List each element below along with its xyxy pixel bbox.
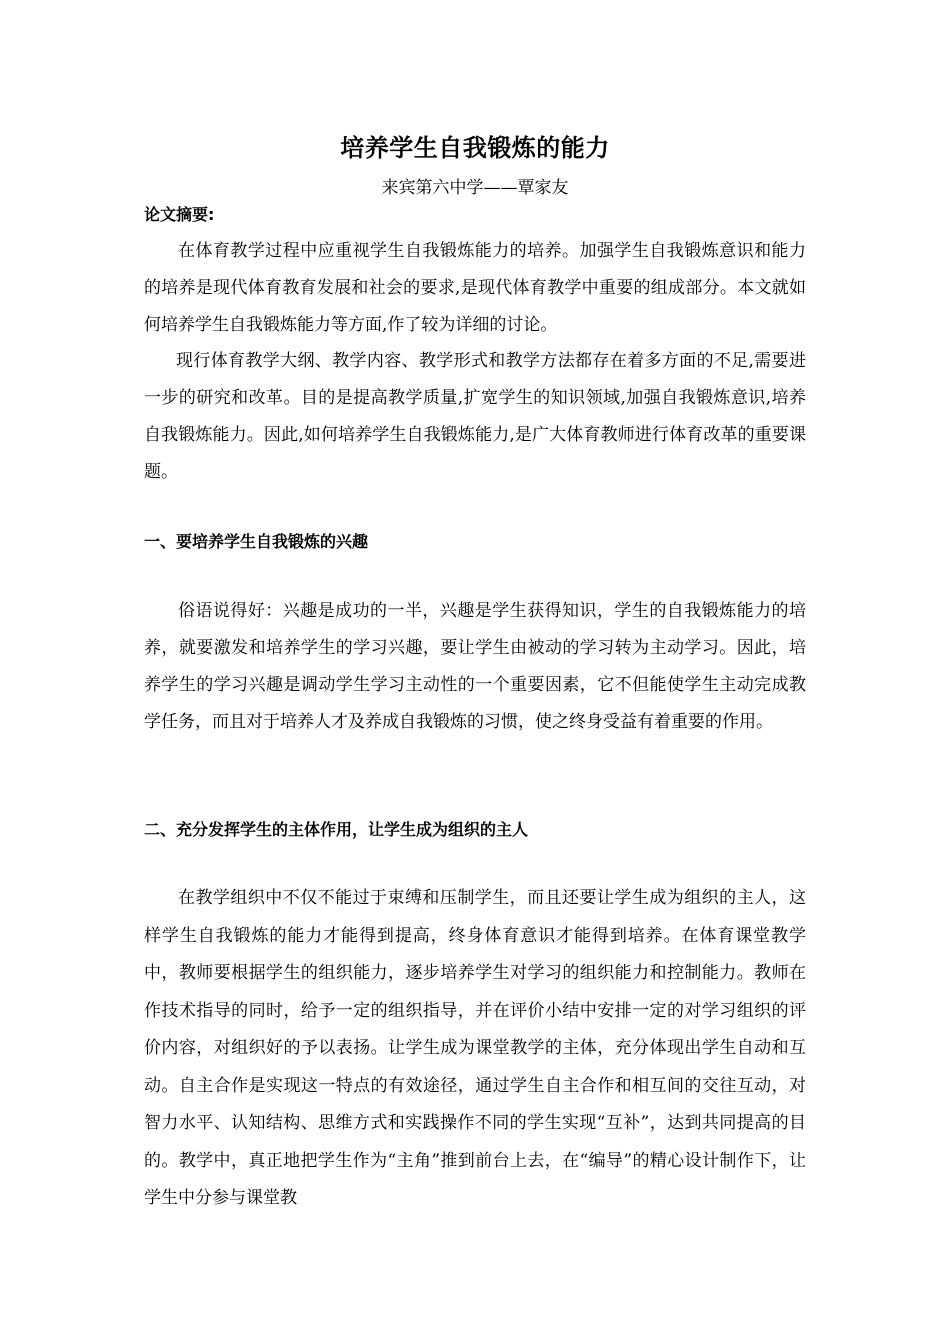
section-body: 在教学组织中不仅不能过于束缚和压制学生，而且还要让学生成为组织的主人，这样学生自我锻炼的能力才能得到提高，终身体育意识才能得到培养。在体育课堂教学中，教师要根据学生的组织能力，逐步培养学生对学习的组织能力和控制能力。教师在作技术指导的同时，给予一定的组织指导，并在评价小结中安排一定的对学习组织的评价内容，对组织好的予以表扬。让学生成为课堂教学的主体，充分体现出学生自动和互动。自主合作是实现这一特点的有效途径，通过学生自主合作和相互间的交往互动，对智力水平、认知结构、思维方式和实践操作不同的学生实现“互补”，达到共同提高的目的。教学中，真正地把学生作为“主角”推到前台上去，在“编导”的精心设计制作下，让学生中分参与课堂教 <box>144 888 806 1208</box>
abstract-paragraph: 现行体育教学大纲、教学内容、教学形式和教学方法都存在着多方面的不足,需要进一步的研究和改革。目的是提高教学质量,扩宽学生的知识领域,加强自我锻炼意识,培养自我锻炼能力。因此,如何培养学生自我锻炼能力,是广大体育教师进行体育改革的重要课题。 <box>144 351 806 482</box>
abstract-label: 论文摘要: <box>144 205 215 224</box>
section-heading: 二、充分发挥学生的主体作用，让学生成为组织的主人 <box>144 820 529 839</box>
abstract-paragraph: 在体育教学过程中应重视学生自我锻炼能力的培养。加强学生自我锻炼意识和能力的培养是现代体育教育发展和社会的要求,是现代体育教学中重要的组成部分。本文就如何培养学生自我锻炼能力等方面,作了较为详细的讨论。 <box>144 241 806 335</box>
section-body: 俗语说得好：兴趣是成功的一半，兴趣是学生获得知识，学生的自我锻炼能力的培养，就要激发和培养学生的学习兴趣，要让学生由被动的学习转为主动学习。因此，培养学生的学习兴趣是调动学生学习主动性的一个重要因素，它不但能使学生主动完成教学任务，而且对于培养人才及养成自我锻炼的习惯，使之终身受益有着重要的作用。 <box>144 601 806 732</box>
section-heading: 一、要培养学生自我锻炼的兴趣 <box>144 532 369 551</box>
author-line: 来宾第六中学——覃家友 <box>381 178 569 198</box>
page-title: 培养学生自我锻炼的能力 <box>340 134 610 162</box>
